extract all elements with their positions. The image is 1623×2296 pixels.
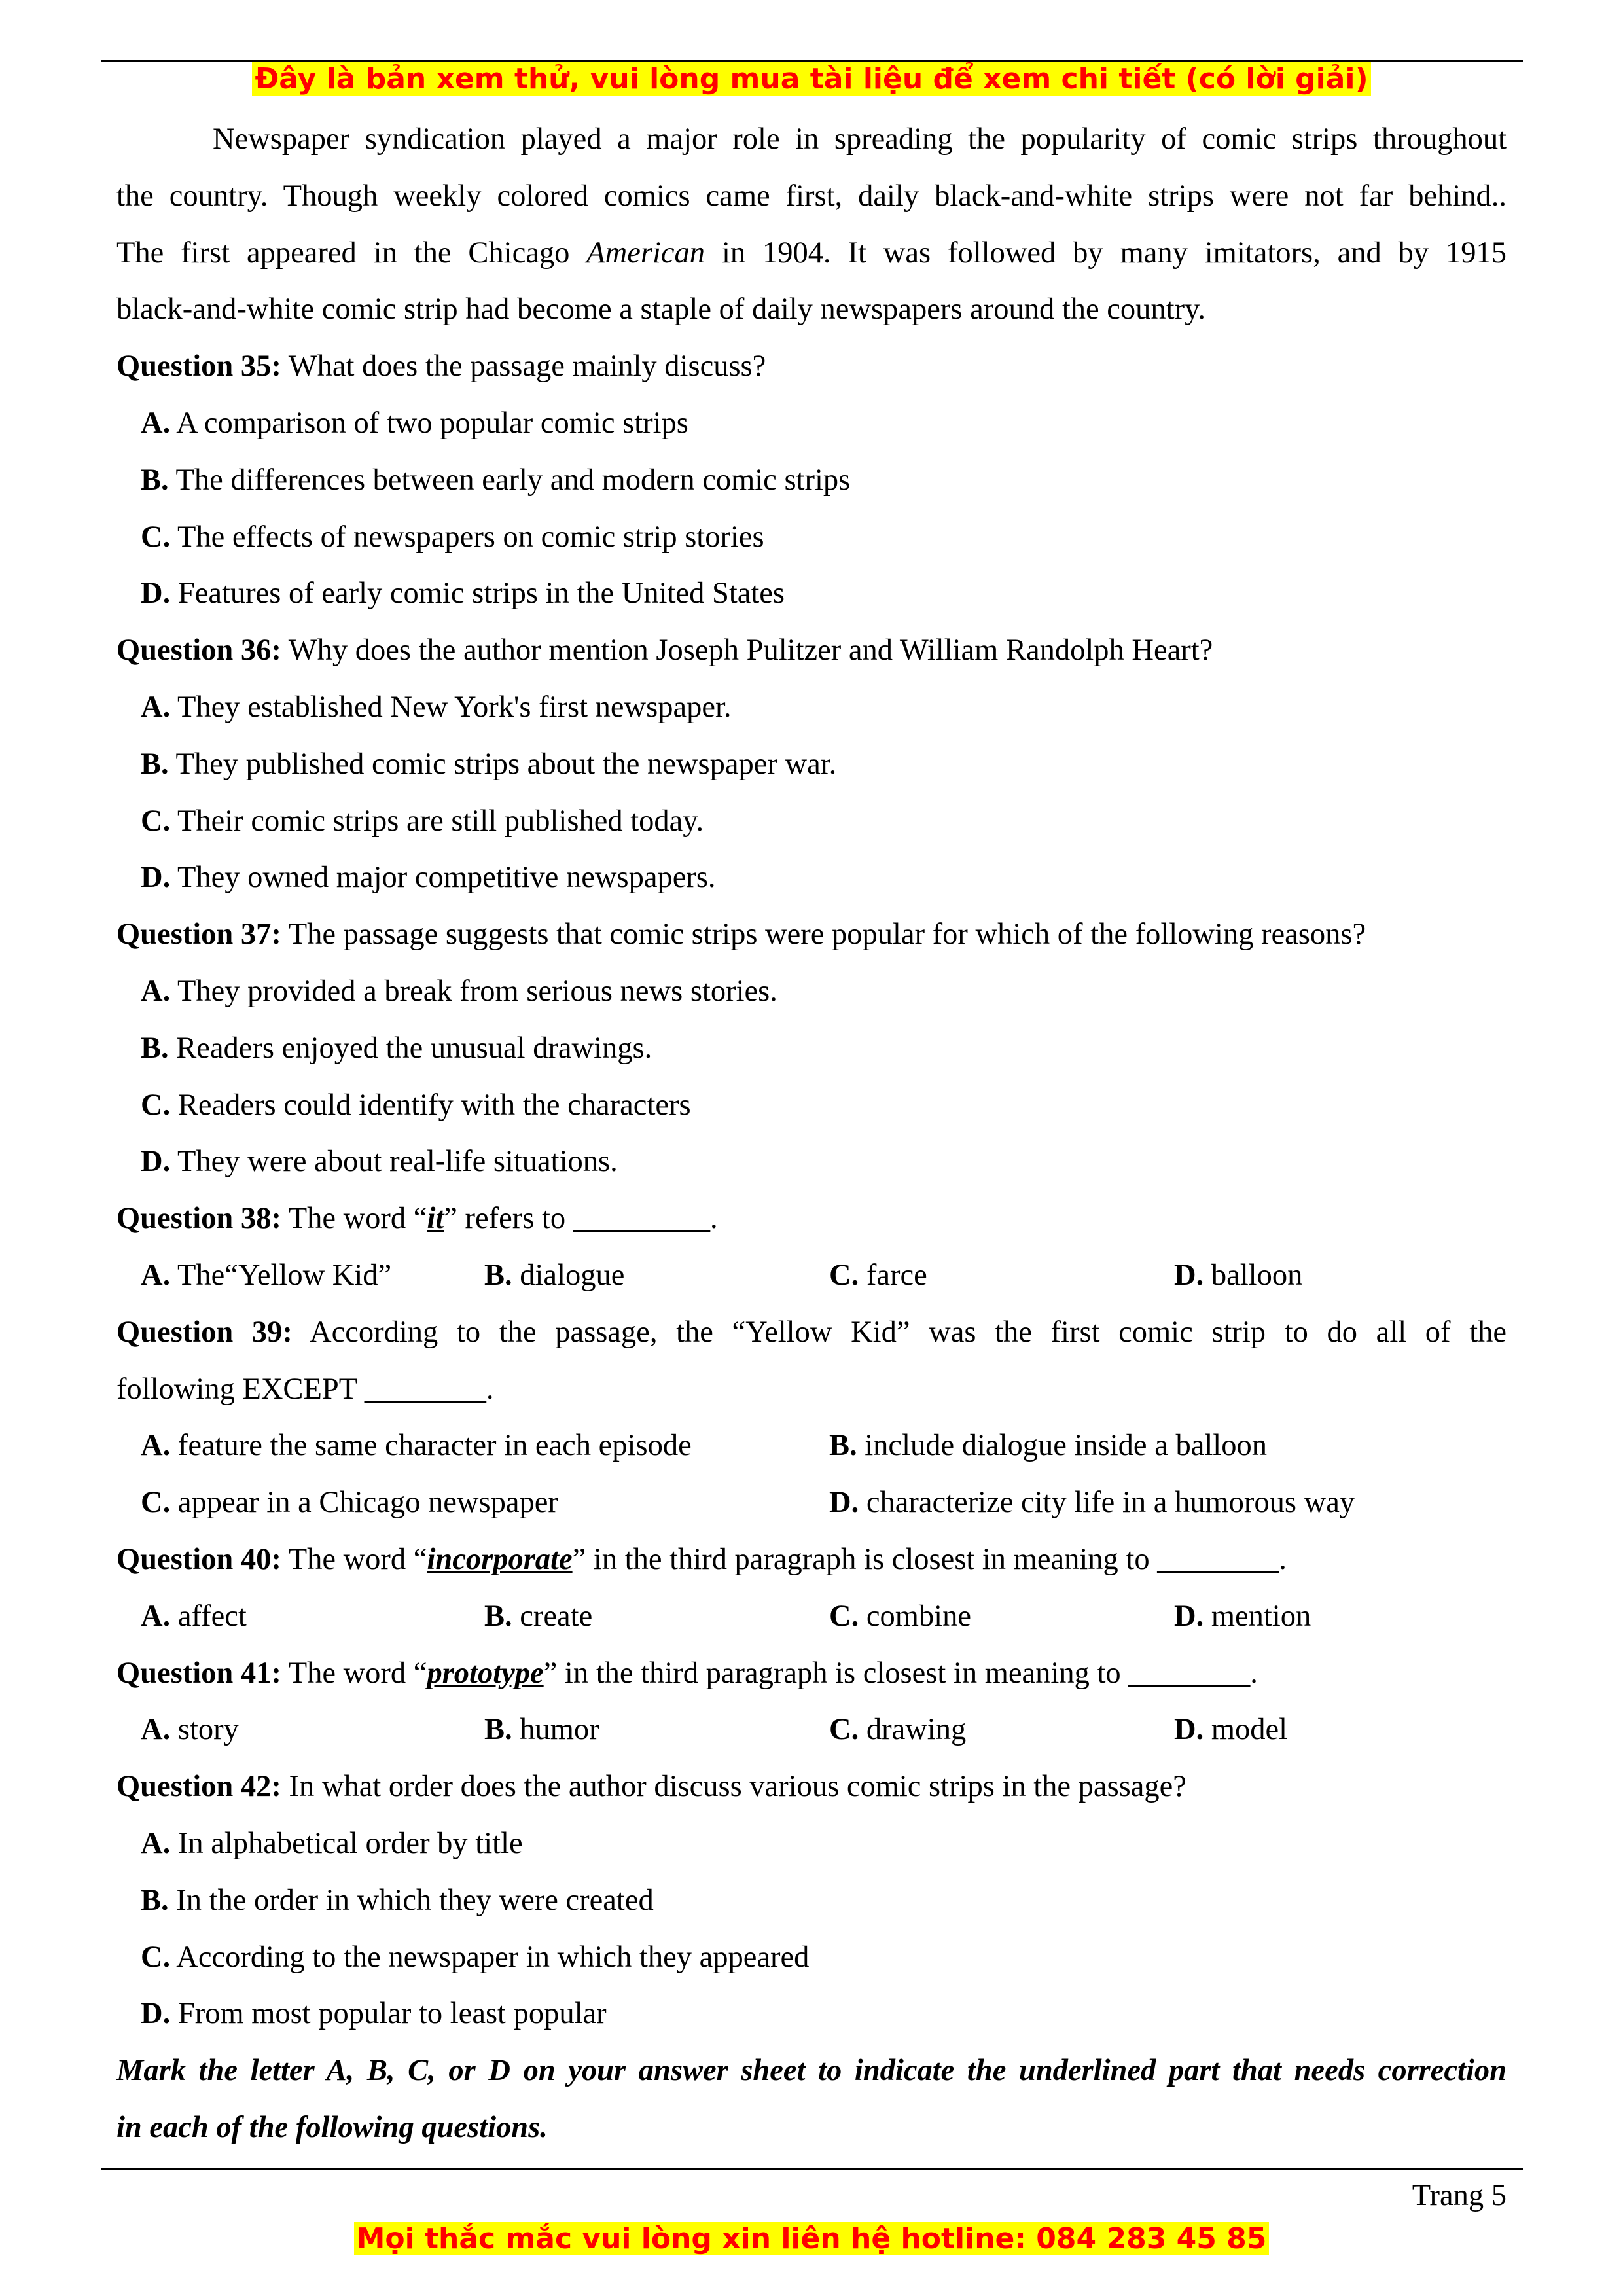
hotline-banner: [0, 2220, 1623, 2258]
option-42-d[interactable]: [116, 1986, 1507, 2043]
question-keyword: it: [427, 1202, 444, 1236]
question-36: [116, 622, 1507, 679]
question-text: In what order does the author discuss various comic strips in the passage?: [289, 1770, 1186, 1804]
option-letter: A.: [141, 690, 171, 724]
question-39: [116, 1304, 1507, 1361]
option-text: include dialogue inside a balloon: [865, 1429, 1267, 1463]
option-39-b[interactable]: [829, 1418, 1507, 1475]
option-35-b[interactable]: [116, 452, 1507, 509]
option-letter: D.: [141, 577, 171, 611]
option-40-d[interactable]: [1174, 1588, 1507, 1645]
option-letter: B.: [484, 1258, 512, 1292]
option-text: characterize city life in a humorous way: [866, 1486, 1355, 1520]
option-letter: A.: [141, 1599, 171, 1633]
option-text: They established New York's first newspaper.: [177, 690, 732, 724]
option-letter: A.: [141, 1713, 171, 1747]
option-41-b[interactable]: [484, 1702, 829, 1759]
question-label: Question 41:: [116, 1656, 281, 1690]
option-35-c[interactable]: [116, 509, 1507, 566]
question-keyword: incorporate: [427, 1542, 573, 1576]
question-text: What does the passage mainly discuss?: [288, 350, 766, 384]
preview-banner-text: Đây là bản xem thử, vui lòng mua tài liệu để xem chi tiết (có lời giải): [252, 62, 1370, 96]
option-letter: B.: [141, 1031, 169, 1065]
option-41-a[interactable]: [141, 1702, 484, 1759]
option-letter: C.: [829, 1258, 859, 1292]
option-text: They were about real-life situations.: [177, 1145, 618, 1179]
option-36-b[interactable]: [116, 736, 1507, 793]
passage-line-1: Newspaper syndication played a major role in spreading the popularity of comic strips throughout: [213, 122, 1507, 156]
question-42: [116, 1759, 1507, 1816]
option-letter: D.: [1174, 1258, 1204, 1292]
question-text: The passage suggests that comic strips were popular for which of the following reasons?: [288, 918, 1366, 952]
options-38: [116, 1247, 1507, 1304]
option-letter: B.: [141, 1883, 169, 1917]
question-text-pre: The word “: [288, 1542, 427, 1576]
option-39-c[interactable]: [141, 1475, 829, 1532]
question-text-post: ” refers to _________.: [444, 1202, 718, 1236]
option-text: A comparison of two popular comic strips: [176, 406, 688, 440]
question-35: [116, 338, 1507, 395]
question-label: Question 36:: [116, 634, 281, 668]
question-label: Question 38:: [116, 1202, 281, 1236]
option-37-c[interactable]: [116, 1077, 1507, 1134]
option-text: From most popular to least popular: [177, 1997, 607, 2031]
option-letter: A.: [141, 406, 171, 440]
option-letter: D.: [1174, 1713, 1204, 1747]
option-text: Readers could identify with the characters: [177, 1088, 691, 1122]
option-text: The“Yellow Kid”: [177, 1258, 392, 1292]
option-letter: B.: [829, 1429, 857, 1463]
option-40-a[interactable]: [141, 1588, 484, 1645]
option-letter: A.: [141, 974, 171, 1008]
passage-line-2-text: the country. Though weekly colored comics came first, daily black-and-white strips were not far behind..: [116, 179, 1507, 213]
option-letter: B.: [141, 747, 169, 781]
hotline-banner-text: Mọi thắc mắc vui lòng xin liên hệ hotline: 084 283 45 85: [354, 2222, 1270, 2255]
option-letter: D.: [141, 861, 171, 895]
option-38-d[interactable]: [1174, 1247, 1507, 1304]
option-text: feature the same character in each episode: [177, 1429, 692, 1463]
option-42-c[interactable]: [116, 1929, 1507, 1986]
option-text: drawing: [866, 1713, 967, 1747]
option-38-c[interactable]: [829, 1247, 1174, 1304]
instruction-line-1: Mark the letter A, B, C, or D on your answer sheet to indicate the underlined part that needs correction: [116, 2054, 1507, 2088]
question-label: Question 42:: [116, 1770, 281, 1804]
option-letter: B.: [484, 1713, 512, 1747]
question-41: [116, 1645, 1507, 1702]
passage-line-3-post: in 1904. It was followed by many imitators, and by 1915: [721, 236, 1507, 270]
option-letter: B.: [484, 1599, 512, 1633]
option-35-d[interactable]: [116, 565, 1507, 622]
preview-banner: [0, 60, 1623, 98]
option-40-c[interactable]: [829, 1588, 1174, 1645]
option-41-c[interactable]: [829, 1702, 1174, 1759]
option-letter: A.: [141, 1429, 171, 1463]
options-39-row-1: [116, 1418, 1507, 1475]
option-letter: C.: [829, 1599, 859, 1633]
page-number: Trang 5: [1412, 2179, 1507, 2212]
option-text: affect: [177, 1599, 247, 1633]
question-text-pre: The word “: [288, 1656, 427, 1690]
option-letter: C.: [141, 520, 171, 554]
question-text-post: ” in the third paragraph is closest in meaning to ________.: [572, 1542, 1287, 1576]
option-letter: C.: [141, 1940, 171, 1974]
question-keyword: prototype: [427, 1656, 544, 1690]
passage-line-3-pre: The first appeared in the Chicago: [116, 236, 570, 270]
option-text: humor: [520, 1713, 599, 1747]
option-37-d[interactable]: [116, 1134, 1507, 1191]
passage-line-2: [116, 168, 1507, 225]
option-text: farce: [866, 1258, 927, 1292]
option-letter: D.: [1174, 1599, 1204, 1633]
options-40: [116, 1588, 1507, 1645]
option-text: balloon: [1211, 1258, 1303, 1292]
option-text: appear in a Chicago newspaper: [177, 1486, 558, 1520]
question-label: Question 37:: [116, 918, 281, 952]
option-text: create: [520, 1599, 593, 1633]
option-40-b[interactable]: [484, 1588, 829, 1645]
option-text: Readers enjoyed the unusual drawings.: [176, 1031, 652, 1065]
question-text-post: ” in the third paragraph is closest in meaning to ________.: [543, 1656, 1258, 1690]
option-text: The differences between early and modern comic strips: [175, 463, 851, 497]
question-text-line-1: According to the passage, the “Yellow Kid” was the first comic strip to do all of the: [310, 1315, 1507, 1349]
option-letter: B.: [141, 463, 169, 497]
option-letter: D.: [829, 1486, 859, 1520]
option-39-d[interactable]: [829, 1475, 1507, 1532]
question-text: Why does the author mention Joseph Pulitzer and William Randolph Heart?: [288, 634, 1213, 668]
option-text: According to the newspaper in which they appeared: [176, 1940, 810, 1974]
option-letter: C.: [141, 1486, 171, 1520]
option-text: They provided a break from serious news stories.: [177, 974, 777, 1008]
option-text: story: [177, 1713, 239, 1747]
option-41-d[interactable]: [1174, 1702, 1507, 1759]
option-text: In alphabetical order by title: [177, 1826, 523, 1860]
option-letter: D.: [141, 1997, 171, 2031]
option-text: Features of early comic strips in the United States: [177, 577, 785, 611]
question-39-continued: following EXCEPT ________.: [116, 1372, 494, 1406]
question-label: Question 35:: [116, 350, 281, 384]
option-36-a[interactable]: [116, 679, 1507, 736]
option-37-a[interactable]: [116, 963, 1507, 1020]
option-36-d[interactable]: [116, 850, 1507, 906]
option-42-a[interactable]: [116, 1816, 1507, 1873]
newspaper-name: American: [586, 236, 705, 270]
option-42-b[interactable]: [116, 1873, 1507, 1929]
passage-line-3: [116, 225, 1507, 282]
option-text: mention: [1211, 1599, 1311, 1633]
option-39-a[interactable]: [141, 1418, 829, 1475]
question-label: Question 40:: [116, 1542, 281, 1576]
option-37-b[interactable]: [116, 1020, 1507, 1077]
option-letter: C.: [141, 804, 171, 838]
page-content: [116, 111, 1507, 2157]
question-label: Question 39:: [116, 1315, 293, 1349]
option-text: In the order in which they were created: [176, 1883, 654, 1917]
option-35-a[interactable]: [116, 395, 1507, 452]
option-text: model: [1211, 1713, 1288, 1747]
option-38-b[interactable]: [484, 1247, 829, 1304]
option-text: dialogue: [520, 1258, 625, 1292]
passage-line-4: black-and-white comic strip had become a staple of daily newspapers around the country.: [116, 293, 1205, 327]
option-text: The effects of newspapers on comic strip stories: [177, 520, 764, 554]
footer-rule: [101, 2168, 1523, 2170]
option-letter: A.: [141, 1826, 171, 1860]
option-letter: D.: [141, 1145, 171, 1179]
option-text: Their comic strips are still published today.: [177, 804, 704, 838]
instruction-line-2: in each of the following questions.: [116, 2110, 548, 2144]
question-40: [116, 1532, 1507, 1588]
option-38-a[interactable]: [141, 1247, 484, 1304]
option-36-c[interactable]: [116, 793, 1507, 850]
option-text: combine: [866, 1599, 971, 1633]
option-letter: A.: [141, 1258, 171, 1292]
options-41: [116, 1702, 1507, 1759]
question-38: [116, 1191, 1507, 1247]
option-text: They owned major competitive newspapers.: [177, 861, 716, 895]
question-37: [116, 906, 1507, 963]
options-39-row-2: [116, 1475, 1507, 1532]
option-letter: C.: [829, 1713, 859, 1747]
option-text: They published comic strips about the newspaper war.: [175, 747, 837, 781]
question-text-pre: The word “: [288, 1202, 427, 1236]
option-letter: C.: [141, 1088, 171, 1122]
